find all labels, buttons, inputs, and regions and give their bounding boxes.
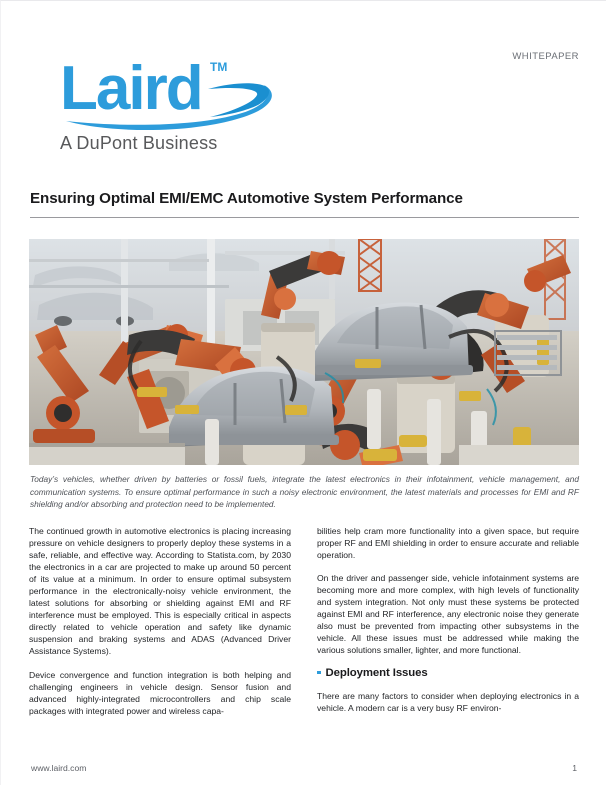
bullet-square-icon — [317, 671, 321, 675]
body-column-right — [317, 525, 579, 714]
page-header — [1, 1, 606, 176]
paragraph: Device convergence and function integration is both helping and challenging engineers in vehicle design. Sensor fusion and advanced highly-integrated microcontrollers and chip scale packages with integrated power and wireless capa- — [29, 669, 291, 716]
paragraph: The continued growth in automotive electronics is placing increasing pressure on vehicle designers to properly deploy these systems in a safe, reliable, and effective way. According to Statista.com, by 2030 the electronics in a car are projected to make up around 50 percent of its value at a minimum. In order to ensure optimal subsystem performance in the electronically-noisy vehicle environment, the latest solutions for absorbing or shielding against EMI and RF interference must be employed. This is especially critical in aspects directly related to vehicle operation and safety like dynamic suspension and braking systems and ADAS (Advanced Driver Assistance Systems). — [29, 526, 291, 657]
laird-logo — [58, 49, 308, 154]
logo-wordmark-text: Laird — [60, 54, 202, 123]
title-divider — [30, 217, 579, 218]
footer-website-link[interactable]: www.laird.com — [31, 763, 87, 773]
page-title: Ensuring Optimal EMI/EMC Automotive System Performance — [30, 190, 463, 207]
hero-image — [29, 239, 579, 465]
laird-logo-svg — [58, 49, 308, 154]
document-kind-label: WHITEPAPER — [512, 51, 579, 62]
hero-image-illustration — [29, 239, 579, 465]
logo-swoosh-tail — [208, 83, 269, 117]
hero-image-caption: Today’s vehicles, whether driven by batteries or fossil fuels, integrate the latest electronics in their infotainment, vehicle management, and communication systems. To ensure optimal performance in such a noisy electronic environment, the latest materials and processes for EMI and RF shielding and/or absorbing and protection need to be implemented. — [30, 474, 579, 510]
footer-page-number: 1 — [572, 763, 577, 773]
body-column-left — [29, 525, 291, 717]
body-columns — [29, 525, 579, 740]
section-heading-label: Deployment Issues — [325, 667, 428, 680]
paragraph: There are many factors to consider when deploying electronics in a vehicle. A modern car is a very busy RF environ- — [317, 690, 579, 713]
logo-trademark-text: TM — [210, 60, 228, 74]
logo-tagline-text: A DuPont Business — [60, 133, 218, 153]
page-footer — [1, 763, 606, 783]
paragraph: On the driver and passenger side, vehicle infotainment systems are becoming more and more complex, with high levels of functionality and system integration. Not only must these systems be protected against EMI and RF interference, any electronic noise they generate also must be prevented from impacting other subsystems in the vehicle. All these issues must be addressed while making the various solutions smaller, lighter, and more functional. — [317, 573, 579, 656]
section-heading-deployment-issues — [317, 667, 579, 679]
paragraph: bilities help cram more functionality into a given space, but require proper RF and EMI shielding in order to ensure accurate and reliable operation. — [317, 526, 579, 561]
